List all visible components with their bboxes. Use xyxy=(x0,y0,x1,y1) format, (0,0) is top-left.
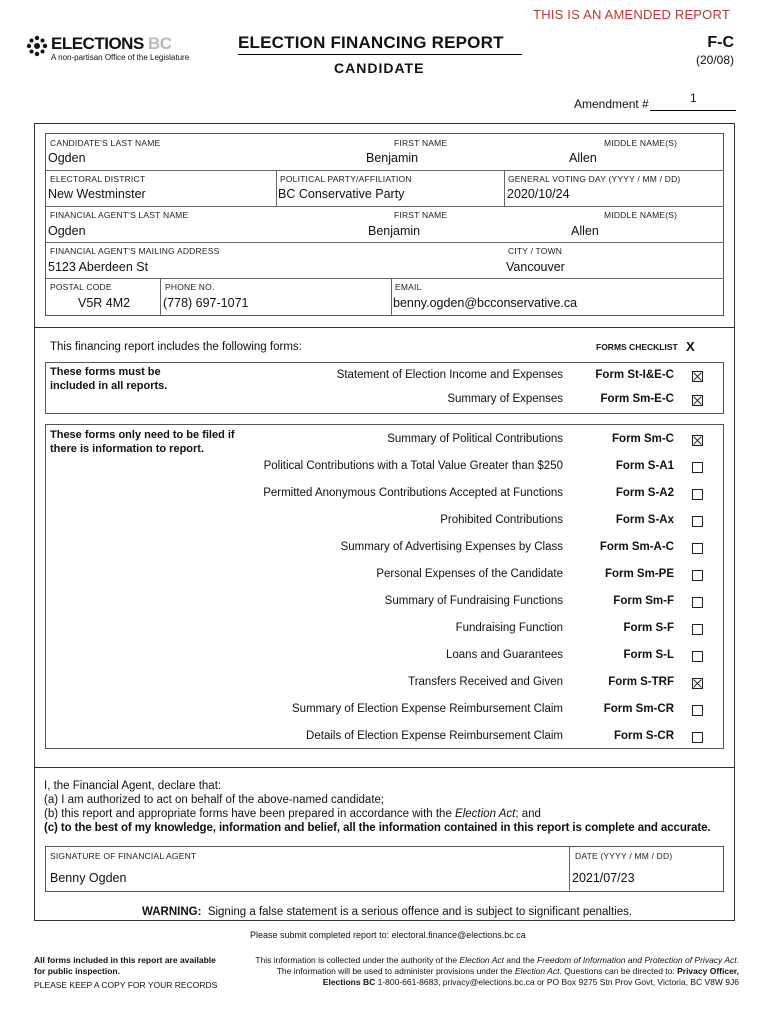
phone-label: PHONE NO. xyxy=(165,282,215,292)
logo-tagline: A non-partisan Office of the Legislature xyxy=(51,53,190,62)
form-description: Summary of Political Contributions xyxy=(387,433,563,445)
divider xyxy=(160,278,161,316)
signature-field[interactable]: Benny Ogden xyxy=(50,871,127,885)
voting-day-field[interactable]: 2020/10/24 xyxy=(507,187,570,201)
candidate-first-name-label: FIRST NAME xyxy=(394,138,448,148)
declaration-a: (a) I am authorized to act on behalf of the above-named candidate; xyxy=(44,794,385,806)
form-code-label: Form S-A2 xyxy=(615,487,674,499)
form-description: Personal Expenses of the Candidate xyxy=(376,568,563,580)
postal-code-label: POSTAL CODE xyxy=(50,282,112,292)
party-field[interactable]: BC Conservative Party xyxy=(278,187,405,201)
form-checkbox[interactable] xyxy=(692,543,703,554)
form-code-label: Form Sm-C xyxy=(612,433,674,445)
agent-middle-name-field[interactable]: Allen xyxy=(571,224,599,238)
privacy-text: . Questions can be directed to: xyxy=(559,966,678,976)
privacy-org: Elections BC xyxy=(322,977,376,987)
agent-last-name-field[interactable]: Ogden xyxy=(48,224,86,238)
amendment-number-field[interactable]: 1 xyxy=(690,91,697,105)
declaration-b xyxy=(44,808,541,820)
form-description: Summary of Election Expense Reimbursement Claim xyxy=(292,703,563,715)
form-description: Political Contributions with a Total Value Greater than $250 xyxy=(263,460,563,472)
form-code-label: Form S-Ax xyxy=(615,514,674,526)
voting-day-label: GENERAL VOTING DAY (YYYY / MM / DD) xyxy=(508,174,681,184)
form-checkbox[interactable] xyxy=(692,435,703,446)
optional-forms-note: These forms only need to be filed if there is information to report. xyxy=(50,429,235,455)
form-code-label: Form S-CR xyxy=(613,730,674,742)
form-code-label: Form St-I&E-C xyxy=(595,369,674,381)
form-code-label: Form S-L xyxy=(623,649,674,661)
form-description: Statement of Election Income and Expenses xyxy=(336,369,563,381)
agent-city-field[interactable]: Vancouver xyxy=(506,260,565,274)
divider xyxy=(391,278,392,316)
divider xyxy=(569,846,570,892)
submit-instructions: Please submit completed report to: electoral.finance@elections.bc.ca xyxy=(250,930,526,940)
electoral-district-label: ELECTORAL DISTRICT xyxy=(50,174,146,184)
form-code-label: Form Sm-A-C xyxy=(599,541,674,553)
report-title: ELECTION FINANCING REPORT xyxy=(238,33,504,52)
form-description: Fundraising Function xyxy=(455,622,563,634)
form-description: Summary of Expenses xyxy=(447,393,563,405)
privacy-text: and the xyxy=(504,955,538,965)
divider xyxy=(504,170,505,206)
form-checkbox[interactable] xyxy=(692,651,703,662)
agent-first-name-field[interactable]: Benjamin xyxy=(368,224,421,238)
form-checkbox[interactable] xyxy=(692,371,703,382)
privacy-line-2 xyxy=(277,966,739,976)
form-checkbox[interactable] xyxy=(692,624,703,635)
warning-text: Signing a false statement is a serious offence and is subject to significant penalties. xyxy=(207,906,633,918)
form-description: Prohibited Contributions xyxy=(440,514,563,526)
forms-checklist-mark: X xyxy=(686,339,695,354)
public-inspection-note-2: for public inspection. xyxy=(34,966,120,976)
warning-label: WARNING: xyxy=(142,906,202,918)
candidate-last-name-field[interactable]: Ogden xyxy=(48,151,86,165)
date-field[interactable]: 2021/07/23 xyxy=(572,871,635,885)
candidate-last-name-label: CANDIDATE'S LAST NAME xyxy=(50,138,161,148)
form-code-label: Form S-F xyxy=(623,622,674,634)
elections-bc-emblem-icon xyxy=(25,34,49,58)
email-field[interactable]: benny.ogden@bcconservative.ca xyxy=(393,296,578,310)
declaration-c: (c) to the best of my knowledge, information and belief, all the information contained in this report is complete and accurate. xyxy=(44,822,711,834)
form-checkbox[interactable] xyxy=(692,705,703,716)
agent-address-field[interactable]: 5123 Aberdeen St xyxy=(48,260,149,274)
form-checkbox[interactable] xyxy=(692,462,703,473)
declaration-b-end: ; and xyxy=(515,808,541,820)
public-inspection-note-1: All forms included in this report are available xyxy=(34,955,216,965)
form-checkbox[interactable] xyxy=(692,489,703,500)
report-subtitle: CANDIDATE xyxy=(334,60,425,76)
form-checkbox[interactable] xyxy=(692,395,703,406)
amendment-underline xyxy=(650,110,736,111)
privacy-act: Election Act xyxy=(514,966,560,976)
section-divider xyxy=(34,767,735,768)
postal-code-field[interactable]: V5R 4M2 xyxy=(78,296,131,310)
privacy-text: . xyxy=(736,955,739,965)
form-description: Details of Election Expense Reimbursement Claim xyxy=(306,730,563,742)
divider xyxy=(45,206,724,207)
divider xyxy=(45,242,724,243)
candidate-first-name-field[interactable]: Benjamin xyxy=(366,151,419,165)
signature-label: SIGNATURE OF FINANCIAL AGENT xyxy=(50,851,197,861)
logo-word: ELECTIONS xyxy=(51,34,144,53)
declaration-b-act: Election Act xyxy=(455,808,516,820)
privacy-text: The information will be used to administer provisions under the xyxy=(276,966,515,976)
privacy-text: This information is collected under the authority of the xyxy=(255,955,460,965)
form-code-label: Form S-TRF xyxy=(608,676,674,688)
amended-report-banner: THIS IS AN AMENDED REPORT xyxy=(533,7,730,22)
privacy-contact: 1-800-661-8683, privacy@elections.bc.ca or PO Box 9275 Stn Prov Govt, Victoria, BC V8W 9J6 xyxy=(375,977,739,987)
candidate-middle-name-field[interactable]: Allen xyxy=(569,151,597,165)
form-code-label: Form Sm-E-C xyxy=(600,393,674,405)
form-description: Transfers Received and Given xyxy=(408,676,563,688)
elections-bc-logo xyxy=(25,34,195,64)
amendment-label: Amendment # xyxy=(574,97,649,111)
form-checkbox[interactable] xyxy=(692,516,703,527)
privacy-officer: Privacy Officer, xyxy=(677,966,739,976)
form-code-label: Form S-A1 xyxy=(615,460,674,472)
form-description: Loans and Guarantees xyxy=(445,649,563,661)
privacy-act: Freedom of Information and Protection of Privacy Act xyxy=(537,955,737,965)
form-checkbox[interactable] xyxy=(692,570,703,581)
email-label: EMAIL xyxy=(395,282,422,292)
date-label: DATE (YYYY / MM / DD) xyxy=(575,851,673,861)
keep-copy-note: PLEASE KEEP A COPY FOR YOUR RECORDS xyxy=(34,980,218,990)
agent-first-name-label: FIRST NAME xyxy=(394,210,448,220)
form-description: Summary of Fundraising Functions xyxy=(384,595,563,607)
agent-middle-name-label: MIDDLE NAME(S) xyxy=(604,210,678,220)
form-code: F-C xyxy=(707,34,734,51)
section-divider xyxy=(34,327,735,328)
form-description: Permitted Anonymous Contributions Accepted at Functions xyxy=(263,487,563,499)
form-code-label: Form Sm-CR xyxy=(603,703,674,715)
divider xyxy=(276,170,277,206)
required-forms-note: These forms must be included in all reports. xyxy=(50,366,168,392)
divider xyxy=(45,278,724,279)
privacy-act: Election Act xyxy=(459,955,504,965)
form-checkbox[interactable] xyxy=(692,732,703,743)
optional-forms-box xyxy=(45,424,724,749)
warning-line xyxy=(142,906,632,918)
declaration-b-text: (b) this report and appropriate forms have been prepared in accordance with the xyxy=(44,808,456,820)
forms-checklist-label: FORMS CHECKLIST xyxy=(596,342,678,352)
form-code-label: Form Sm-F xyxy=(613,595,674,607)
agent-address-label: FINANCIAL AGENT'S MAILING ADDRESS xyxy=(50,246,220,256)
declaration-heading: I, the Financial Agent, declare that: xyxy=(44,780,222,792)
logo-bc: BC xyxy=(148,34,172,53)
form-code-label: Form Sm-PE xyxy=(604,568,674,580)
privacy-line-3 xyxy=(323,977,739,987)
electoral-district-field[interactable]: New Westminster xyxy=(48,187,146,201)
form-description: Summary of Advertising Expenses by Class xyxy=(340,541,563,553)
agent-last-name-label: FINANCIAL AGENT'S LAST NAME xyxy=(50,210,189,220)
phone-field[interactable]: (778) 697-1071 xyxy=(163,296,249,310)
form-checkbox[interactable] xyxy=(692,597,703,608)
divider xyxy=(45,170,724,171)
forms-intro: This financing report includes the following forms: xyxy=(50,341,302,353)
form-version: (20/08) xyxy=(695,53,734,67)
candidate-middle-name-label: MIDDLE NAME(S) xyxy=(604,138,678,148)
form-checkbox[interactable] xyxy=(692,678,703,689)
party-label: POLITICAL PARTY/AFFILIATION xyxy=(280,174,412,184)
privacy-line-1 xyxy=(255,955,739,965)
agent-city-label: CITY / TOWN xyxy=(508,246,563,256)
title-underline xyxy=(238,54,522,55)
